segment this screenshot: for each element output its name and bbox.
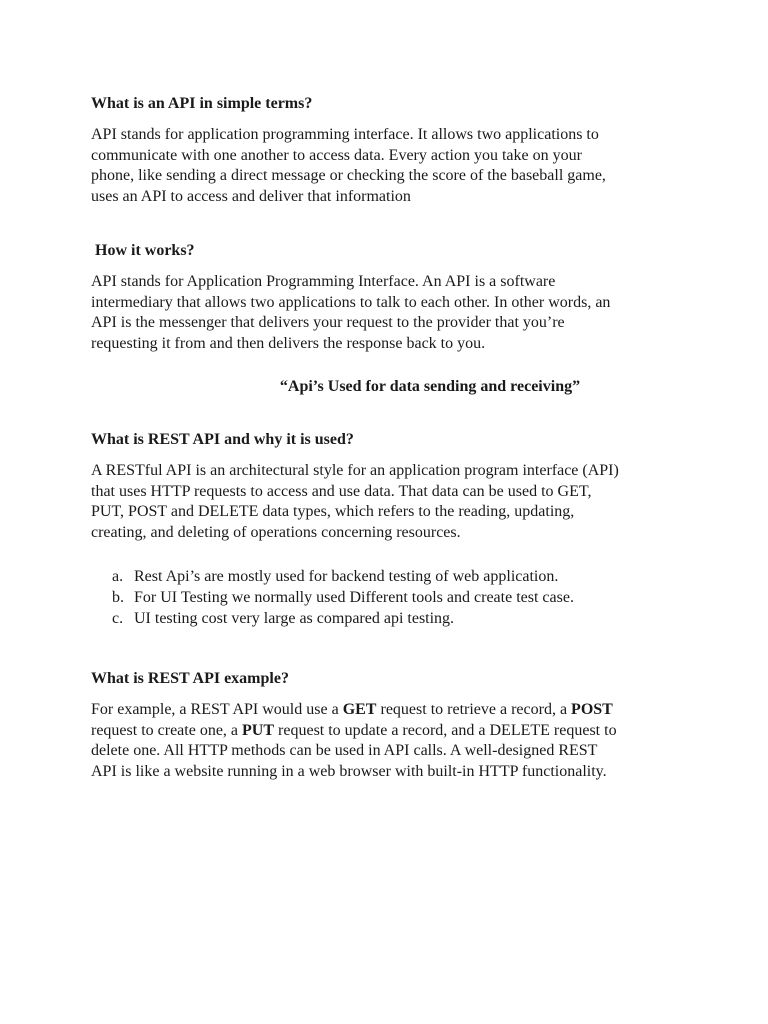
list-item-text: Rest Api’s are mostly used for backend testing of web application. <box>134 568 559 585</box>
paragraph-line: that uses HTTP requests to access and use data. That data can be used to GET, <box>91 482 592 500</box>
list-marker: a. <box>112 568 124 585</box>
paragraph-line: intermediary that allows two applications to talk to each other. In other words, an <box>91 293 611 311</box>
list-marker: c. <box>112 610 124 627</box>
paragraph-rest-example <box>91 700 691 782</box>
heading-rest-example: What is REST API example? <box>91 670 289 687</box>
paragraph-line: phone, like sending a direct message or checking the score of the baseball game, <box>91 167 606 184</box>
paragraph-line: A RESTful API is an architectural style for an application program interface (API) <box>91 462 619 479</box>
paragraph-restful <box>91 461 691 543</box>
paragraph-how-it-works <box>91 272 691 354</box>
text-run: request to update a record, and a DELETE request to <box>274 721 617 739</box>
text-run: request to retrieve a record, a <box>376 701 572 718</box>
paragraph-line: API is like a website running in a web browser with built-in HTTP functionality. <box>91 762 607 780</box>
list-item-text: For UI Testing we normally used Different tools and create test case. <box>134 589 574 606</box>
list-item <box>91 587 574 608</box>
paragraph-line: API stands for Application Programming Interface. An API is a software <box>91 273 556 290</box>
rest-uses-list <box>91 566 574 629</box>
paragraph-line: API is the messenger that delivers your request to the provider that you’re <box>91 314 565 331</box>
paragraph-line: delete one. All HTTP methods can be used in API calls. A well-designed REST <box>91 742 598 759</box>
paragraph-line: communicate with one another to access data. Every action you take on your <box>91 146 582 164</box>
paragraph-api-simple <box>91 125 691 207</box>
paragraph-line <box>91 721 691 742</box>
heading-what-is-api: What is an API in simple terms? <box>91 95 313 112</box>
text-run: For example, a REST API would use a <box>91 701 343 718</box>
list-item <box>91 608 574 629</box>
paragraph-line <box>91 700 691 721</box>
keyword-post: POST <box>571 701 613 718</box>
keyword-get: GET <box>342 701 377 718</box>
paragraph-line: PUT, POST and DELETE data types, which refers to the reading, updating, <box>91 503 575 520</box>
heading-what-is-rest: What is REST API and why it is used? <box>91 431 354 448</box>
list-marker: b. <box>112 589 124 606</box>
list-item-text: UI testing cost very large as compared api testing. <box>134 610 455 627</box>
paragraph-line: creating, and deleting of operations concerning resources. <box>91 523 461 541</box>
keyword-put: PUT <box>242 721 275 739</box>
quote-api-usage: “Api’s Used for data sending and receiving” <box>279 378 581 395</box>
paragraph-line: API stands for application programming interface. It allows two applications to <box>91 126 599 143</box>
paragraph-line: requesting it from and then delivers the response back to you. <box>91 334 486 352</box>
paragraph-line: uses an API to access and deliver that information <box>91 187 411 205</box>
list-item <box>91 566 574 587</box>
heading-how-it-works: How it works? <box>95 242 195 259</box>
text-run: request to create one, a <box>91 721 243 739</box>
